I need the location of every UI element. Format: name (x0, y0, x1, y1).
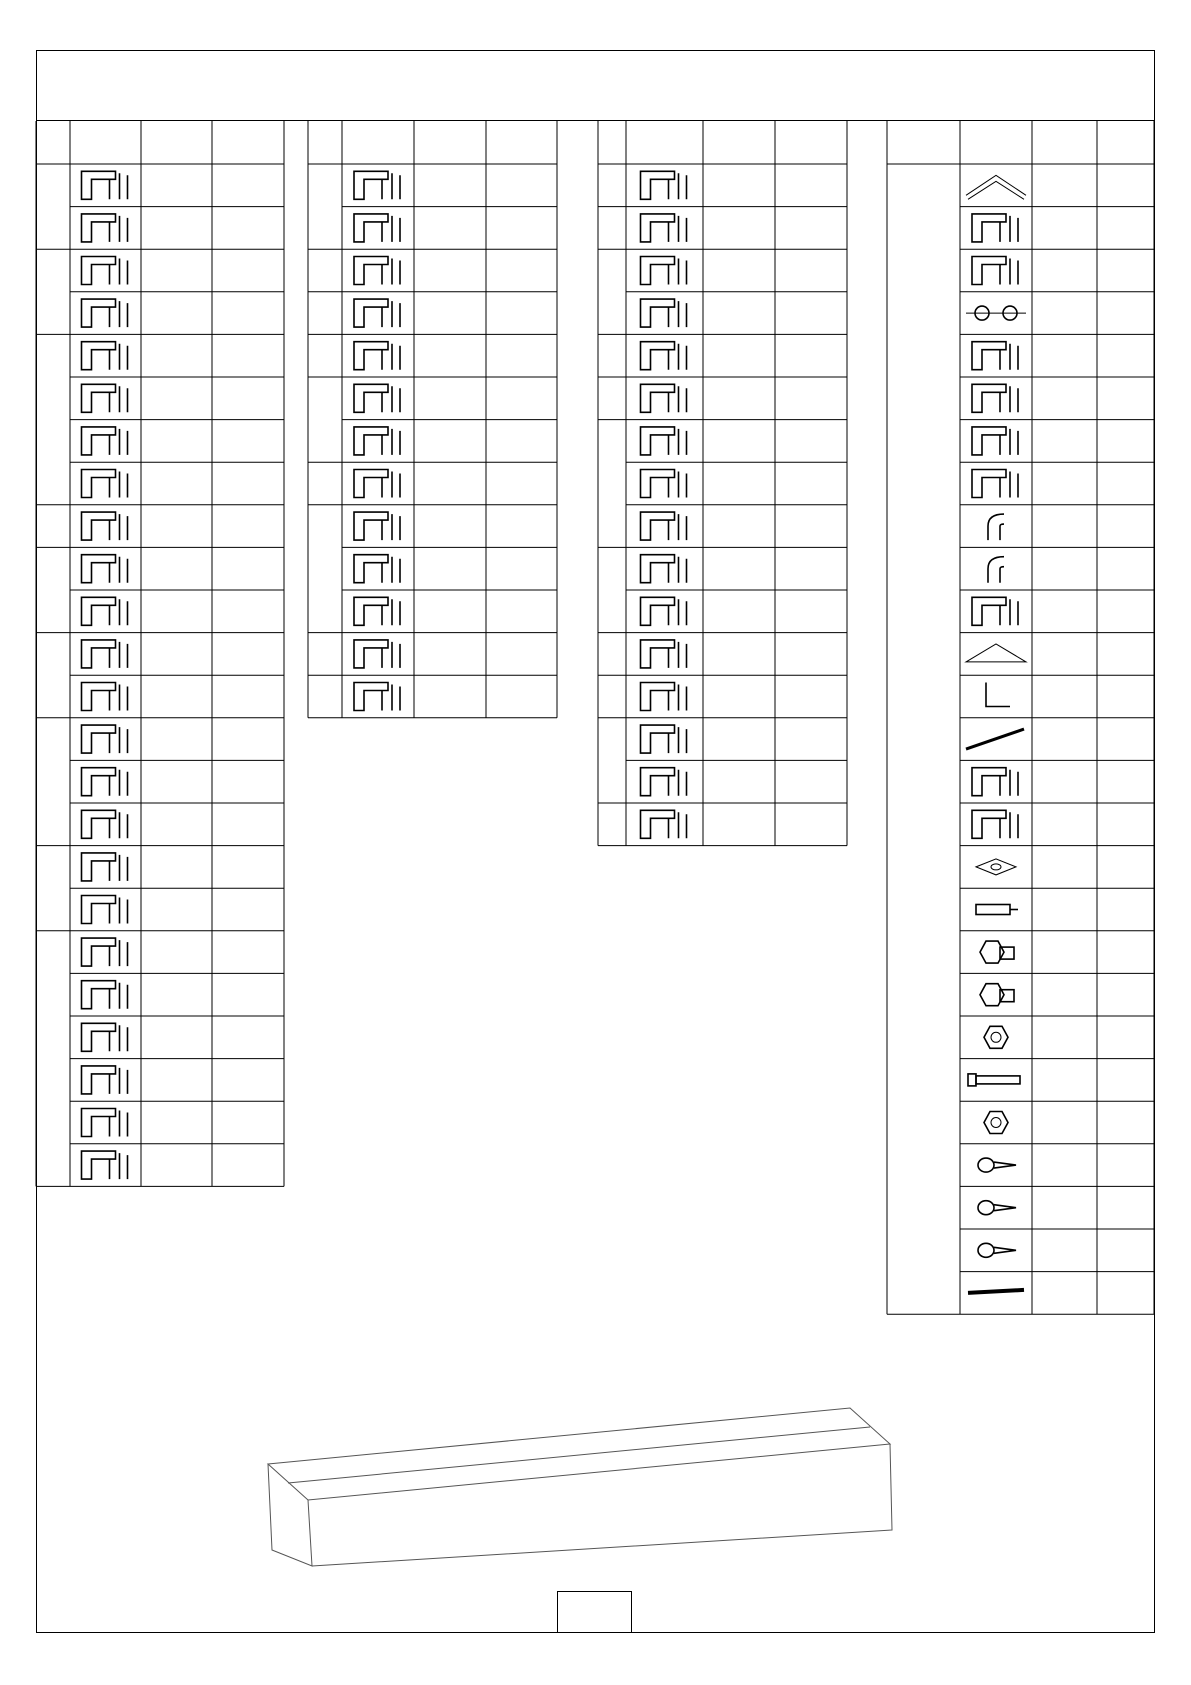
profile-icon (82, 1109, 128, 1137)
cap-clip-icon (972, 384, 1018, 412)
screw-icon (978, 1201, 1016, 1215)
parts-table-profiles-b (307, 121, 560, 721)
profile-icon (82, 981, 128, 1009)
hook-bracket-icon (972, 257, 1018, 285)
profile-icon (354, 257, 400, 285)
parts-table-profiles-a (36, 121, 286, 1191)
profile-icon (641, 299, 687, 327)
hinge-icon (972, 427, 1018, 455)
profile-icon (82, 470, 128, 498)
profile-icon (641, 725, 687, 753)
profile-icon (641, 470, 687, 498)
profile-icon (354, 683, 400, 711)
page-number-box (557, 1591, 632, 1633)
rod-icon (966, 729, 1024, 749)
corner-bracket-icon (966, 175, 1026, 199)
profile-icon (82, 938, 128, 966)
screw-icon (978, 1158, 1016, 1172)
profile-icon (641, 683, 687, 711)
profile-icon (82, 810, 128, 838)
washer-icon (976, 859, 1016, 875)
triangle-plate-icon (966, 644, 1026, 662)
profile-icon (82, 597, 128, 625)
profile-icon (82, 1066, 128, 1094)
elbow-pipe-icon (988, 514, 1004, 540)
profile-icon (641, 597, 687, 625)
profile-icon (641, 257, 687, 285)
profile-icon (82, 640, 128, 668)
angle-plate-icon (972, 768, 1018, 796)
profile-icon (354, 470, 400, 498)
profile-icon (82, 342, 128, 370)
profile-icon (82, 214, 128, 242)
profile-icon (641, 810, 687, 838)
profile-icon (354, 299, 400, 327)
profile-icon (354, 171, 400, 199)
profile-icon (82, 1151, 128, 1179)
profile-icon (82, 512, 128, 540)
profile-icon (82, 171, 128, 199)
hex-bolt-icon (980, 984, 1014, 1006)
profile-icon (641, 512, 687, 540)
anchor-bolt-icon (976, 905, 1018, 915)
long-bolt-icon (968, 1074, 1020, 1086)
profile-icon (82, 1023, 128, 1051)
profile-icon (641, 384, 687, 412)
profile-icon (641, 640, 687, 668)
parts-table-profiles-c (597, 121, 848, 851)
profile-icon (82, 384, 128, 412)
profile-icon (82, 427, 128, 455)
latch-icon (972, 470, 1018, 498)
profile-icon (641, 214, 687, 242)
profile-icon (354, 640, 400, 668)
small-clip-icon (972, 597, 1018, 625)
profile-icon (354, 342, 400, 370)
profile-icon (82, 896, 128, 924)
profile-icon (82, 853, 128, 881)
profile-icon (354, 512, 400, 540)
hex-bolt-icon (980, 941, 1014, 963)
profile-icon (641, 342, 687, 370)
screw-icon (978, 1243, 1016, 1257)
parts-table-hardware (886, 121, 1156, 1321)
profile-icon (82, 555, 128, 583)
profile-icon (354, 384, 400, 412)
profile-icon (641, 768, 687, 796)
profile-icon (354, 214, 400, 242)
block-icon (972, 810, 1018, 838)
profile-icon (82, 257, 128, 285)
header-band (36, 50, 1155, 121)
hex-nut-icon (984, 1026, 1008, 1048)
profile-icon (354, 597, 400, 625)
angle-hook-icon (986, 683, 1010, 707)
profile-icon (354, 555, 400, 583)
profile-icon (354, 427, 400, 455)
profile-icon (82, 768, 128, 796)
downpipe-bend-icon (988, 557, 1004, 583)
hook-bracket-icon (972, 214, 1018, 242)
long-screw-icon (968, 1290, 1024, 1293)
roller-wheel-icon (966, 306, 1026, 320)
hex-nut-icon (984, 1112, 1008, 1134)
profile-icon (641, 427, 687, 455)
shipping-box-icon (260, 1400, 900, 1580)
profile-icon (82, 683, 128, 711)
bracket-clip-icon (972, 342, 1018, 370)
profile-icon (641, 555, 687, 583)
profile-icon (82, 725, 128, 753)
profile-icon (82, 299, 128, 327)
profile-icon (641, 171, 687, 199)
